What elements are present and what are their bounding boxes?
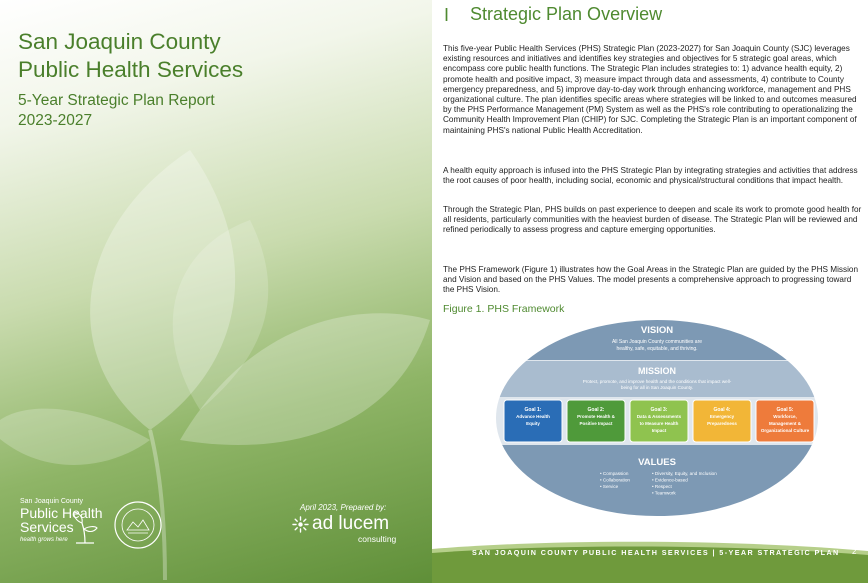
phs-logo-line1: Public Health [20,505,103,521]
goal-5 [756,400,814,442]
mission-title: MISSION [637,366,677,376]
goal-text: Organizational Culture [760,428,810,433]
paragraph-1: This five-year Public Health Services (PHS) Strategic Plan (2023-2027) for San Joaquin County (SJC) leverages existing resources and initiatives and identifies key strategies and objectives for 5 strategic goal areas, which encompass core public health functions. The Strategic Plan includes strategies to: 1) advance health equity, 2) promote health and positive impact, 3) measure impact through data and assessments, 4) contribute to County emergency preparedness, and 5) improve day-to-day work through enhancing workforce, management and PHS organizational culture. The plan identifies specific areas where strategies will be linked to and outcomes measured by the PHS Performance Management (PM) System as well as the PHS's role contributing to operationalizing the Community Health Improvement Plan (CHIP) for SJC. Completing the Strategic Plan is an important component of maintaining PHS's national Public Health Accreditation. [443,44,857,135]
figure-caption: Figure 1. PHS Framework [443,303,565,315]
leaf-illustration [0,0,432,583]
goal-3 [630,400,688,442]
phs-logo-tagline: health grows here [20,537,68,543]
cover-subtitle-line1: 5-Year Strategic Plan Report [18,92,215,109]
phs-logo-small: San Joaquin County [20,498,84,505]
section-title: Strategic Plan Overview [470,4,663,24]
goal-title: Goal 4: [713,407,731,413]
goal-text: Emergency [709,414,735,419]
cover-subtitle-line2: 2023-2027 [18,112,93,129]
paragraph-2: A health equity approach is infused into the PHS Strategic Plan by integrating strategies and activities that address the root causes of poor health, including social, economic and physical/structural conditions that impact health. [443,166,858,186]
value-item: • Respect [652,484,672,489]
phs-framework-diagram [492,318,822,518]
vision-text-1: All San Joaquin County communities are [611,339,703,345]
mission-text-1: Protect, promote, and improve health and the conditions that impact well- [582,379,732,384]
goal-title: Goal 3: [650,407,668,413]
value-item: • Compassion [600,471,629,476]
paragraph-3: Through the Strategic Plan, PHS builds on past experience to deepen and scale its work to promote good health for all residents, particularly communities with the heaviest burden of disease. The Strategic Plan will be reviewed and refined periodically to assess progress and capture emerging opportunities. [443,205,862,235]
consultant-sub: consulting [358,534,397,544]
goal-text: Positive Impact [579,421,613,426]
cover-subtitle [18,91,318,131]
content-page [432,0,868,583]
goal-title: Goal 1: [524,407,542,413]
paragraph-4: The PHS Framework (Figure 1) illustrates how the Goal Areas in the Strategic Plan are guided by the PHS Mission and Vision and based on the PHS Values. The model presents a comprehensive approach to progressing toward the PHS Vision. [443,265,859,295]
value-item: • Collaboration [600,477,630,483]
consultant-logo [292,514,412,544]
value-item: • Service [600,484,619,489]
section-number: I [444,5,450,25]
goal-text: Advance Health [516,414,550,419]
cover-title-line2: Public Health Services [18,57,244,82]
goal-text: to Measure Health [639,421,679,426]
value-item: • Diversity, Equity, and Inclusion [652,471,717,476]
consultant-mark-icon [292,516,309,533]
goal-text: Equity [526,421,540,426]
goal-2 [567,400,625,442]
goal-text: Management & [768,421,802,426]
goal-text: Promote Health & [577,414,615,419]
goal-text: Preparedness [707,421,737,426]
goal-text: Data & Assessments [636,414,682,419]
vision-text-2: healthy, safe, equitable, and thriving. [616,346,698,352]
mission-text-2: being for all in San Joaquin County. [620,385,694,390]
goal-title: Goal 2: [587,407,605,413]
value-item: • Evidence-based [652,477,688,483]
values-title: VALUES [638,457,676,468]
cover-title-line1: San Joaquin County [18,29,221,54]
page-number: 2 [852,547,857,556]
consultant-name: ad lucem [312,513,390,534]
sprout-icon [70,511,98,545]
footer-text: SAN JOAQUIN COUNTY PUBLIC HEALTH SERVICES | 5-YEAR STRATEGIC PLAN [472,548,840,557]
cover-page [0,0,432,583]
goal-title: Goal 5: [776,407,794,413]
vision-title: VISION [640,325,674,336]
goal-1 [504,400,562,442]
prepared-by: April 2023, Prepared by: [300,503,387,512]
cover-title [18,28,318,84]
county-seal-icon [113,500,163,550]
goal-text: Impact [651,428,667,433]
value-item: • Teamwork [652,490,676,496]
phs-logo-line2: Services [20,519,74,535]
goal-text: Workforce, [773,414,797,419]
goal-4 [693,400,751,442]
goal-boxes [504,400,814,442]
